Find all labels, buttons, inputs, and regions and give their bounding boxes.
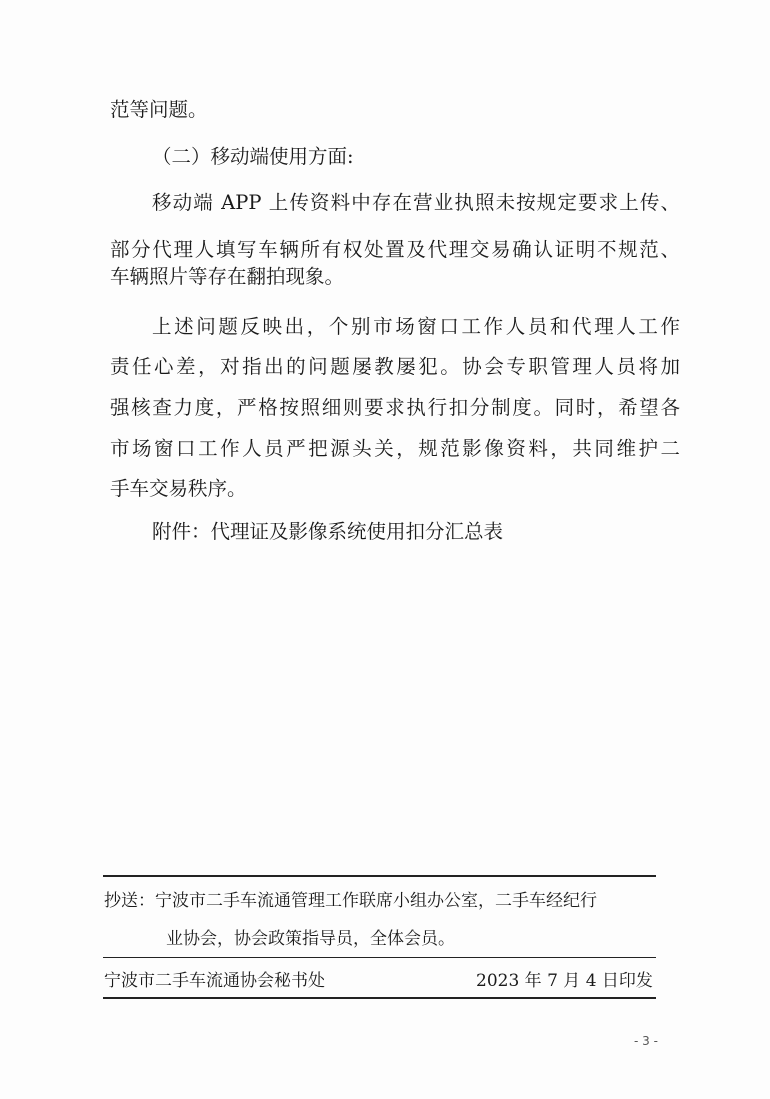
- footer-bottom-rule: [103, 997, 656, 999]
- paragraph-line: 上述问题反映出，个别市场窗口工作人员和代理人工作: [152, 315, 680, 338]
- paragraph-line: 车辆照片等存在翻拍现象。: [110, 265, 345, 288]
- paragraph-line: 移动端 APP 上传资料中存在营业执照未按规定要求上传、: [152, 191, 680, 214]
- cc-line: 业协会，协会政策指导员，全体会员。: [166, 929, 455, 949]
- footer-middle-rule: [103, 957, 656, 958]
- issue-date: 2023 年 7 月 4 日印发: [476, 971, 653, 991]
- paragraph-line: 强核查力度，严格按照细则要求执行扣分制度。同时，希望各: [110, 396, 680, 419]
- paragraph-line: 部分代理人填写车辆所有权处置及代理交易确认证明不规范、: [110, 238, 680, 261]
- paragraph-line: 责任心差，对指出的问题屡教屡犯。协会专职管理人员将加: [110, 355, 680, 378]
- attachment-line: 附件：代理证及影像系统使用扣分汇总表: [152, 520, 504, 543]
- issuer: 宁波市二手车流通协会秘书处: [104, 971, 325, 991]
- continued-text-line: 范等问题。: [110, 98, 208, 121]
- cc-line: 抄送：宁波市二手车流通管理工作联席小组办公室，二手车经纪行: [104, 891, 597, 911]
- page-number: - 3 -: [634, 1034, 658, 1048]
- section-heading: （二）移动端使用方面:: [152, 145, 354, 168]
- paragraph-line: 手车交易秩序。: [110, 477, 247, 500]
- footer-top-rule: [103, 875, 656, 877]
- paragraph-line: 市场窗口工作人员严把源头关，规范影像资料，共同维护二: [110, 437, 680, 460]
